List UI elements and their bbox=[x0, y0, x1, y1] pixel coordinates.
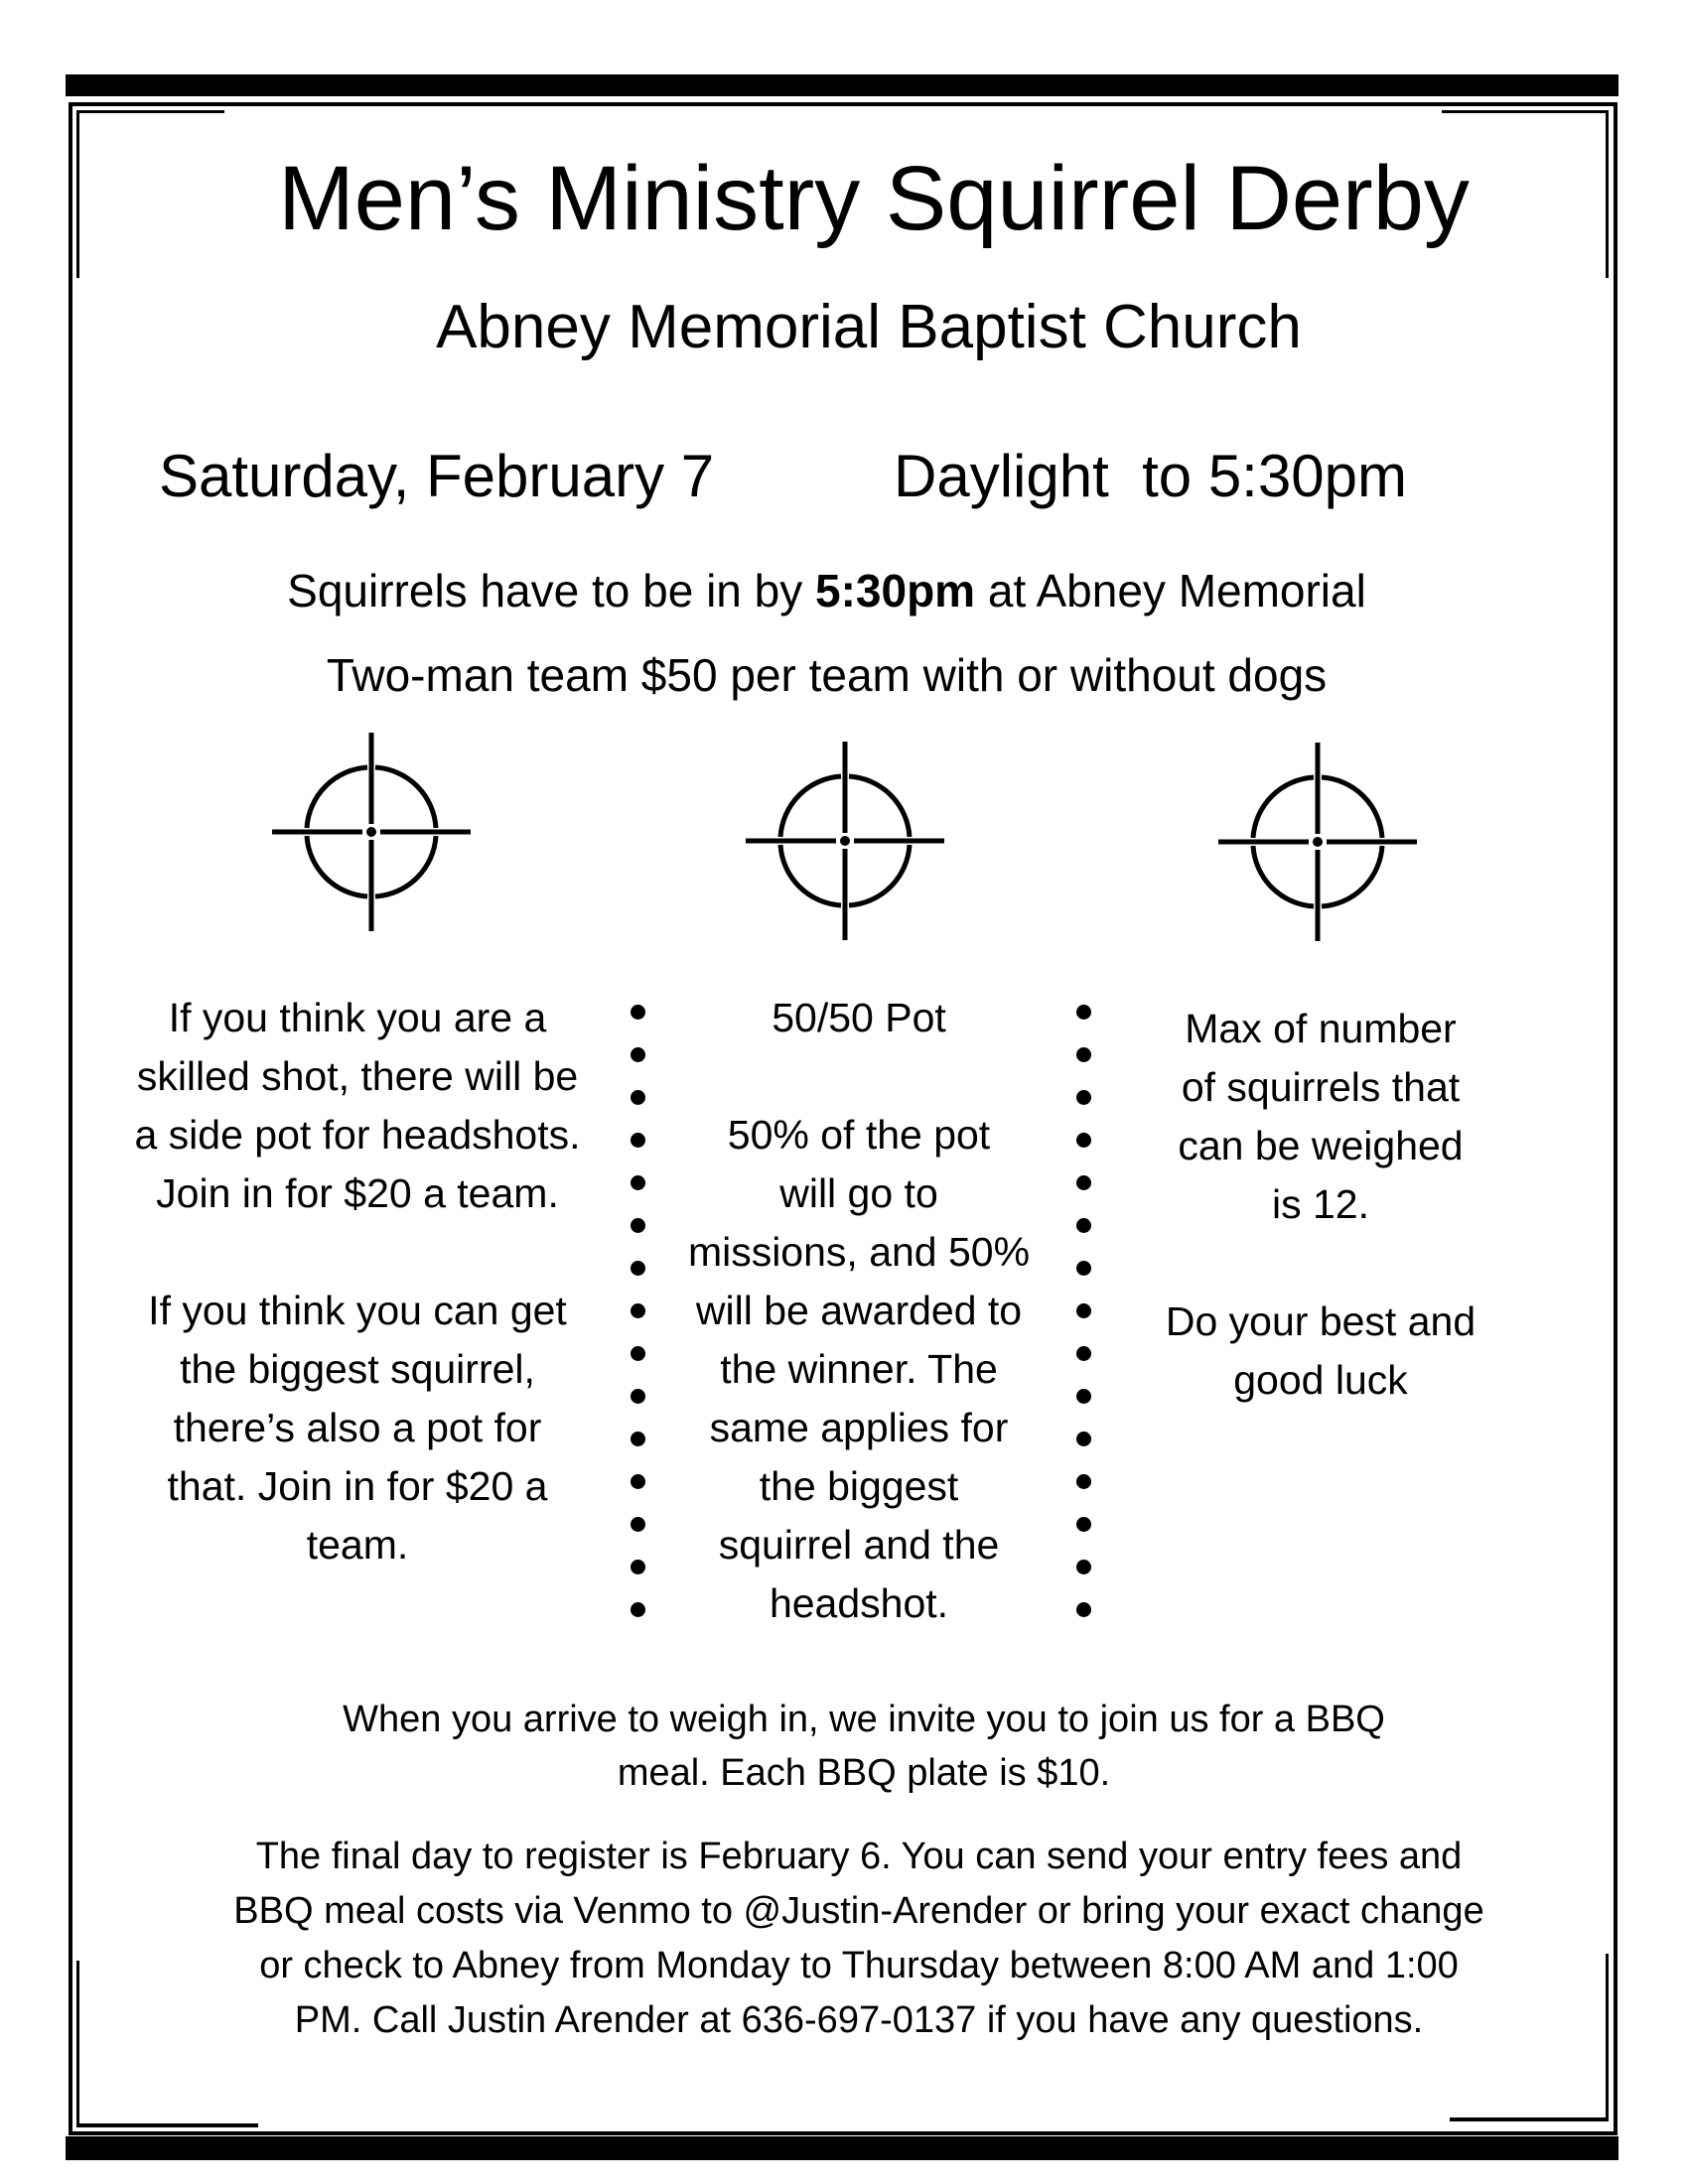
bbq-line: When you arrive to weigh in, we invite you to join us for a BBQ bbox=[343, 1699, 1385, 1740]
deadline-time: 5:30pm bbox=[815, 565, 976, 616]
divider-dot bbox=[631, 1474, 645, 1489]
registration-line: PM. Call Justin Arender at 636-697-0137 if you have any questions. bbox=[294, 1999, 1424, 2041]
divider-dot bbox=[631, 1303, 645, 1318]
column-text-line: Join in for $20 a team. bbox=[156, 1170, 559, 1216]
deadline-text bbox=[0, 561, 1653, 620]
column-text-line bbox=[109, 1223, 606, 1282]
crosshair-icon bbox=[1213, 738, 1422, 946]
column-text-line: can be weighed bbox=[1178, 1123, 1464, 1168]
registration-line: or check to Abney from Monday to Thursday between 8:00 AM and 1:00 bbox=[259, 1945, 1459, 1986]
column-text-line: the biggest bbox=[759, 1463, 959, 1509]
divider-dot bbox=[1076, 1560, 1091, 1574]
divider-dot bbox=[631, 1133, 645, 1148]
column-max-squirrels bbox=[1082, 1000, 1559, 1410]
deadline-suffix: at Abney Memorial bbox=[975, 565, 1366, 616]
column-text-line: 50% of the pot bbox=[727, 1112, 991, 1158]
divider-dot bbox=[1076, 1474, 1091, 1489]
divider-dot bbox=[1076, 1133, 1091, 1148]
divider-dot bbox=[631, 1047, 645, 1062]
column-text-line: Max of number bbox=[1185, 1006, 1457, 1051]
column-text-line: there’s also a pot for bbox=[173, 1405, 542, 1450]
column-text-line: 50/50 Pot bbox=[772, 995, 946, 1040]
registration-line: BBQ meal costs via Venmo to @Justin-Arender or bring your exact change bbox=[233, 1890, 1484, 1932]
deadline-prefix: Squirrels have to be in by bbox=[287, 565, 816, 616]
divider-dot bbox=[1076, 1602, 1091, 1617]
column-5050-pot bbox=[616, 989, 1102, 1633]
divider-dot bbox=[631, 1218, 645, 1233]
bottom-border-bar bbox=[66, 2136, 1618, 2160]
divider-dot bbox=[631, 1090, 645, 1105]
column-text-line: skilled shot, there will be bbox=[136, 1053, 579, 1099]
divider-dot bbox=[631, 1602, 645, 1617]
column-text-line bbox=[616, 1047, 1102, 1106]
divider-dot bbox=[1076, 1517, 1091, 1532]
column-text-line bbox=[1082, 1234, 1559, 1293]
column-text-line: that. Join in for $20 a bbox=[167, 1463, 548, 1509]
divider-dot bbox=[631, 1175, 645, 1190]
column-text-line: of squirrels that bbox=[1181, 1064, 1461, 1110]
divider-dot bbox=[631, 1346, 645, 1361]
registration-line: The final day to register is February 6. You can send your entry fees and bbox=[255, 1836, 1463, 1877]
column-text-line: same applies for bbox=[709, 1405, 1009, 1450]
column-text-line: the winner. The bbox=[720, 1346, 998, 1392]
divider-dot bbox=[1076, 1389, 1091, 1404]
divider-dot bbox=[631, 1389, 645, 1404]
bbq-line: meal. Each BBQ plate is $10. bbox=[617, 1752, 1111, 1794]
page-title: Men’s Ministry Squirrel Derby bbox=[278, 148, 1470, 249]
divider-dot bbox=[1076, 1432, 1091, 1446]
column-side-pots bbox=[109, 989, 606, 1574]
divider-dot bbox=[1076, 1047, 1091, 1062]
dotted-divider-left bbox=[631, 1005, 646, 1620]
divider-dot bbox=[631, 1432, 645, 1446]
divider-dot bbox=[1076, 1346, 1091, 1361]
column-text-line: missions, and 50% bbox=[687, 1229, 1031, 1275]
column-text-line: squirrel and the bbox=[718, 1522, 1000, 1568]
divider-dot bbox=[1076, 1090, 1091, 1105]
column-text-line: will be awarded to bbox=[695, 1288, 1023, 1333]
column-text-line: is 12. bbox=[1272, 1181, 1369, 1227]
crosshair-icon bbox=[267, 728, 476, 936]
registration-text bbox=[0, 1830, 1688, 2048]
divider-dot bbox=[1076, 1175, 1091, 1190]
church-name: Abney Memorial Baptist Church bbox=[436, 293, 1302, 361]
divider-dot bbox=[1076, 1005, 1091, 1020]
divider-dot bbox=[631, 1560, 645, 1574]
column-text-line: If you think you are a bbox=[168, 995, 547, 1040]
bbq-text bbox=[0, 1693, 1688, 1800]
event-date: Saturday, February 7 bbox=[159, 443, 715, 509]
crosshair-icon bbox=[741, 737, 949, 945]
divider-dot bbox=[1076, 1303, 1091, 1318]
divider-dot bbox=[1076, 1218, 1091, 1233]
divider-dot bbox=[631, 1005, 645, 1020]
dotted-divider-right bbox=[1076, 1005, 1092, 1620]
divider-dot bbox=[631, 1517, 645, 1532]
column-text-line: headshot. bbox=[769, 1580, 949, 1626]
divider-dot bbox=[1076, 1261, 1091, 1276]
column-text-line: the biggest squirrel, bbox=[180, 1346, 535, 1392]
column-text-line: team. bbox=[306, 1522, 409, 1568]
top-border-bar bbox=[66, 74, 1618, 96]
column-text-line: If you think you can get bbox=[148, 1288, 567, 1333]
column-text-line: a side pot for headshots. bbox=[134, 1112, 581, 1158]
event-time: Daylight to 5:30pm bbox=[894, 443, 1407, 509]
divider-dot bbox=[631, 1261, 645, 1276]
column-text-line: Do your best and bbox=[1165, 1298, 1477, 1344]
column-text-line: good luck bbox=[1233, 1357, 1408, 1403]
team-fee-text: Two-man team $50 per team with or without dogs bbox=[326, 649, 1328, 701]
column-text-line: will go to bbox=[779, 1170, 938, 1216]
